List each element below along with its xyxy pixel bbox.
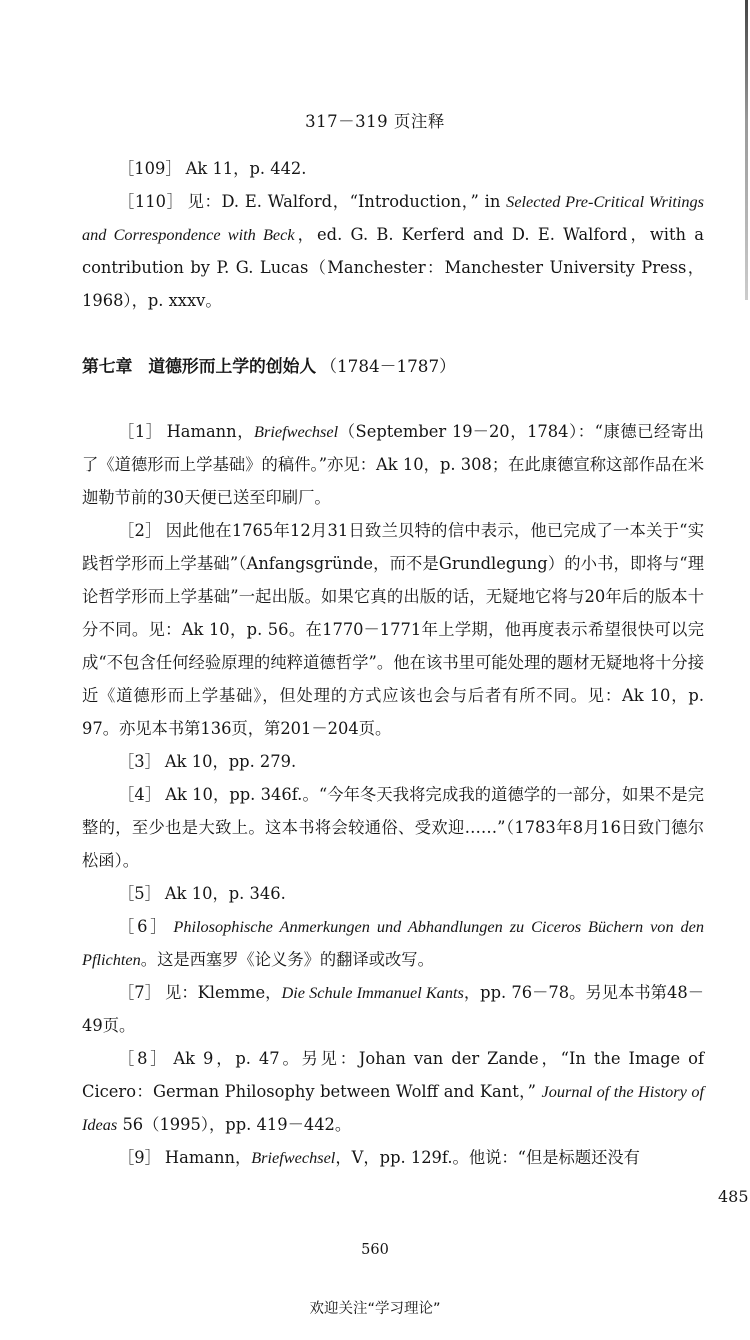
chapter-years: （1784－1787） [320,356,456,376]
note-text-rest: ，ed. G. B. Kerferd and D. E. Walford，with a contribution by P. G. Lucas（Manchester：Manchester University Press，1968），p. xxxv。 [82,225,704,310]
scan-edge-mark [745,0,748,300]
footer-watermark-text: 欢迎关注“学习理论” [309,1301,441,1317]
chapter-title: 道德形而上学的创始人 [148,356,317,376]
note-4 [82,778,704,877]
note-text: 因此他在1765年12月31日致兰贝特的信中表示，他已完成了一本关于“实践哲学形而上学基础”（Anfangsgründe，而不是Grundlegung）的小书，即将与“理论哲学形而上学基础”一起出版。如果它真的出版的话，无疑地它将与20年后的版本十分不同。见：Ak 10，p. 56。在1770－1771年上学期，他再度表示希望很快可以完成“不包含任何经验原理的纯粹道德哲学”。他在该书里可能处理的题材无疑地将十分接近《道德形而上学基础》，但处理的方式应该也会与后者有所不同。见：Ak 10，p. 97。亦见本书第136页，第201－204页。 [82,521,705,738]
note-text: 见：D. E. Walford，“Introduction，” in [187,192,507,211]
note-italic-title: Briefwechsel [254,422,339,441]
note-110 [82,185,704,317]
note-text: Hamann， [164,1148,252,1167]
note-number: ［2］ [118,521,162,540]
page-number: 560 [361,1242,389,1258]
note-text-rest: ，pp. 76－78。另见本书第48－49页。 [82,983,704,1035]
chapter-heading [82,350,704,383]
note-109 [82,152,704,185]
note-text: Ak 10，pp. 346f.。“今年冬天我将完成我的道德学的一部分，如果不是完整的，至少也是大致上。这本书将会较通俗、受欢迎……”（1783年8月16日致门德尔松函）。 [82,785,705,870]
note-number: ［8］ [118,1049,170,1068]
note-7 [82,976,704,1042]
note-number: ［7］ [118,983,162,1002]
note-text-rest: ，V，pp. 129f.。他说：“但是标题还没有 [335,1148,640,1167]
note-5 [82,877,704,910]
note-number: ［109］ [118,159,182,178]
note-text-rest: 。这是西塞罗《论义务》的翻译或改写。 [140,950,434,969]
note-italic-title: Die Schule Immanuel Kants [281,983,464,1002]
note-number: ［110］ [118,192,184,211]
note-number: ［1］ [118,422,163,441]
note-number: ［6］ [118,917,170,936]
note-8 [82,1042,704,1141]
chapter-label: 第七章 [82,356,133,376]
note-italic-title: Journal of the History of Ideas [82,1082,704,1134]
note-text: Ak 11，p. 442. [185,159,307,178]
note-italic-title: Philosophische Anmerkungen und Abhandlungen zu Ciceros Büchern von den Pflichten [82,917,704,969]
note-italic-title: Briefwechsel [251,1148,336,1167]
note-text: Ak 10，p. 346. [164,884,286,903]
note-italic-title: Selected Pre-Critical Writings and Correspondence with Beck [82,192,705,244]
note-text: Ak 9，p. 47。另见：Johan van der Zande，“In the Image of Cicero：German Philosophy between Wolff and Kant，” [82,1049,704,1101]
note-6 [82,910,704,976]
note-1 [82,415,704,514]
notes-body [82,152,704,1174]
note-text: Hamann， [166,422,255,441]
note-text-rest: （September 19－20，1784）：“康德已经寄出了《道德形而上学基础》的稿件。”亦见：Ak 10，p. 308；在此康德宣称这部作品在米迦勒节前的30天便已送至印刷厂。 [82,422,704,507]
note-text: 见：Klemme， [165,983,282,1002]
margin-page-number: 485 [718,1187,749,1206]
note-text: Ak 10，pp. 279. [164,752,297,771]
note-text-rest: 56（1995），pp. 419－442。 [117,1115,352,1134]
note-2 [82,514,704,745]
note-number: ［4］ [118,785,162,804]
running-head: 317－319 页注释 [305,112,445,131]
note-number: ［5］ [118,884,161,903]
note-9 [82,1141,704,1174]
note-number: ［3］ [118,752,161,771]
note-3 [82,745,704,778]
note-number: ［9］ [118,1148,161,1167]
